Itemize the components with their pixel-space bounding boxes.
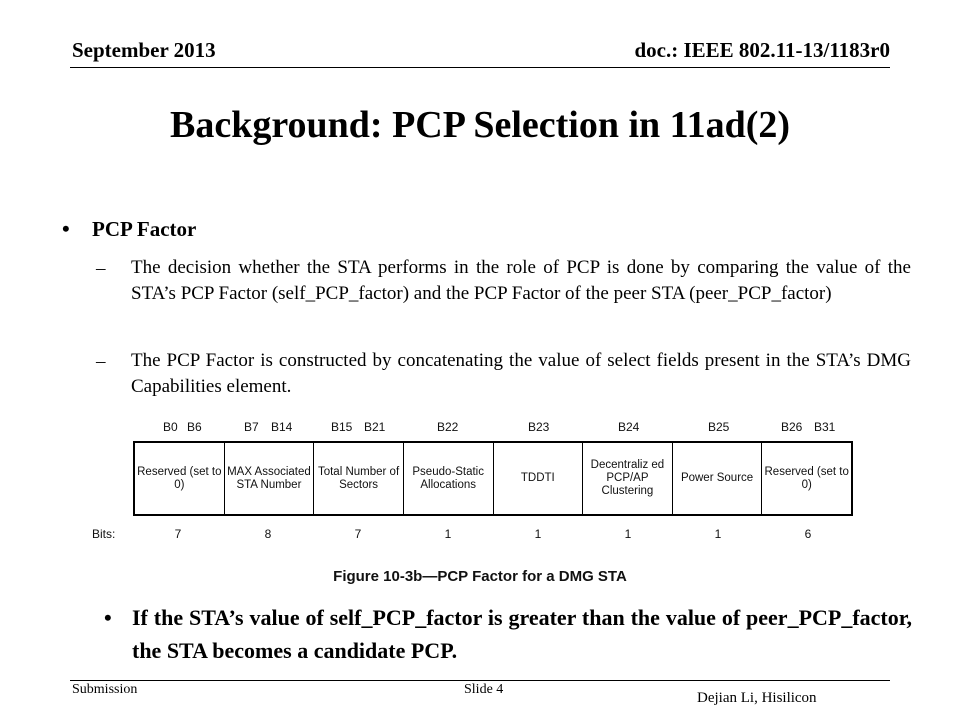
field-cell: TDDTI bbox=[494, 443, 584, 514]
field-cell: Decentraliz ed PCP/AP Clustering bbox=[583, 443, 673, 514]
bit-label: B0 bbox=[163, 420, 178, 434]
field-cell: Reserved (set to 0) bbox=[764, 465, 849, 491]
bit-label: B25 bbox=[708, 420, 730, 434]
bit-count: 7 bbox=[174, 527, 182, 541]
conclusion-bullet: If the STA’s value of self_PCP_factor is greater than the value of peer_PCP_factor, the STA becomes a candidate PCP. bbox=[132, 605, 912, 663]
pcp-factor-field-table bbox=[133, 441, 853, 516]
bit-label: B6 bbox=[187, 420, 202, 434]
figure-caption: Figure 10-3b—PCP Factor for a DMG STA bbox=[333, 568, 627, 585]
bit-count: 1 bbox=[444, 527, 452, 541]
bit-label: B31 bbox=[814, 420, 836, 434]
bullet-marker: • bbox=[104, 605, 112, 630]
dash-marker: – bbox=[96, 258, 106, 279]
bullet-marker: • bbox=[62, 216, 70, 241]
bit-label: B14 bbox=[271, 420, 293, 434]
bit-count: 6 bbox=[804, 527, 812, 541]
header-rule bbox=[70, 67, 890, 68]
field-cell: Total Number of Sectors bbox=[314, 443, 404, 514]
bit-label: B7 bbox=[244, 420, 259, 434]
bit-label: B22 bbox=[437, 420, 459, 434]
bit-count: 8 bbox=[264, 527, 272, 541]
sub-item-2: The PCP Factor is constructed by concatenating the value of select fields present in the STA’s DMG Capabilities element. bbox=[131, 350, 911, 397]
field-cell: MAX Associated STA Number bbox=[225, 443, 315, 514]
bit-count: 1 bbox=[714, 527, 722, 541]
field-cell: Reserved (set to 0) bbox=[135, 443, 225, 514]
field-cell: Pseudo-Static Allocations bbox=[404, 443, 494, 514]
slide-title: Background: PCP Selection in 11ad(2) bbox=[169, 104, 791, 146]
bit-label: B24 bbox=[618, 420, 640, 434]
header-date: September 2013 bbox=[72, 38, 216, 62]
footer-rule bbox=[70, 680, 890, 681]
bits-label: Bits: bbox=[92, 527, 116, 541]
bit-label: B23 bbox=[528, 420, 550, 434]
bit-count: 7 bbox=[354, 527, 362, 541]
sub-item-1: The decision whether the STA performs in the role of PCP is done by comparing the value of the STA’s PCP Factor (self_PCP_factor) and the PCP Factor of the peer STA (peer_PCP_factor) bbox=[131, 257, 911, 304]
header-doc-id: doc.: IEEE 802.11-13/1183r0 bbox=[634, 38, 890, 62]
main-bullet: PCP Factor bbox=[92, 217, 197, 241]
footer-author: Dejian Li, Hisilicon bbox=[697, 690, 817, 706]
footer-submission: Submission bbox=[72, 682, 138, 697]
bit-label: B15 bbox=[331, 420, 353, 434]
field-cell: Power Source bbox=[673, 443, 763, 514]
bit-count: 1 bbox=[534, 527, 542, 541]
footer-slide-number: Slide 4 bbox=[464, 682, 504, 697]
bit-label: B26 bbox=[781, 420, 803, 434]
bit-label: B21 bbox=[364, 420, 386, 434]
dash-marker: – bbox=[96, 351, 106, 372]
bit-count: 1 bbox=[624, 527, 632, 541]
